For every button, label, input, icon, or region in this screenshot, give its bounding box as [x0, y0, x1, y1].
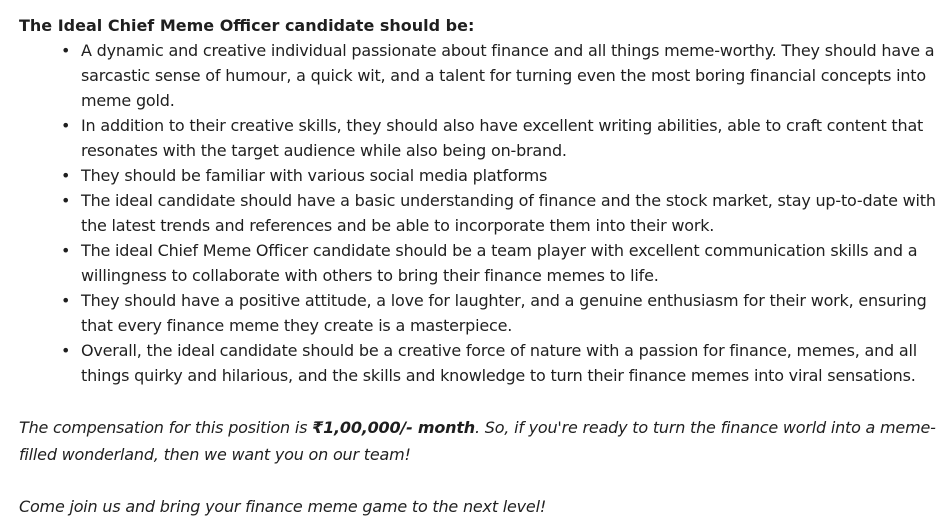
bullet-icon: • — [61, 291, 71, 310]
list-item-text: In addition to their creative skills, they should also have excellent writing abilities, able to craft content that resonates with the target audience while also being on-brand. — [81, 116, 924, 160]
compensation-amount: ₹1,00,000/- month — [312, 418, 475, 437]
list-item-text: They should have a positive attitude, a love for laughter, and a genuine enthusiasm for their work, ensuring that every finance meme they create is a masterpiece. — [81, 291, 927, 335]
section-heading: The Ideal Chief Meme Officer candidate should be: — [19, 16, 475, 35]
list-item-text: A dynamic and creative individual passionate about finance and all things meme-worthy. They should have a sarcastic sense of humour, a quick wit, and a talent for turning even the most boring financial concepts into meme gold. — [81, 41, 935, 110]
bullet-icon: • — [61, 341, 71, 360]
list-item — [19, 163, 939, 188]
list-item — [19, 188, 939, 238]
bullet-icon: • — [61, 41, 71, 60]
list-item-text: They should be familiar with various social media platforms — [81, 166, 548, 185]
list-item-text: Overall, the ideal candidate should be a creative force of nature with a passion for finance, memes, and all things quirky and hilarious, and the skills and knowledge to turn their finance memes into viral sensations. — [81, 341, 917, 385]
list-item — [19, 288, 939, 338]
compensation-suffix: . So, if you're ready to turn the finance world into a meme-filled wonderland, then we want you on our team! — [19, 418, 936, 464]
bullet-icon: • — [61, 191, 71, 210]
bullet-icon: • — [61, 241, 71, 260]
bullet-icon: • — [61, 116, 71, 135]
list-item — [19, 338, 939, 388]
bullet-icon: • — [61, 166, 71, 185]
requirements-list — [19, 38, 939, 388]
compensation-paragraph — [19, 414, 939, 468]
list-item — [19, 38, 939, 113]
compensation-prefix: The compensation for this position is — [19, 418, 313, 437]
list-item — [19, 113, 939, 163]
list-item-text: The ideal Chief Meme Officer candidate should be a team player with excellent communication skills and a willingness to collaborate with others to bring their finance memes to life. — [81, 241, 918, 285]
closing-paragraph: Come join us and bring your finance meme game to the next level! — [19, 497, 547, 516]
list-item — [19, 238, 939, 288]
list-item-text: The ideal candidate should have a basic understanding of finance and the stock market, stay up-to-date with the latest trends and references and be able to incorporate them into their work. — [81, 191, 936, 235]
